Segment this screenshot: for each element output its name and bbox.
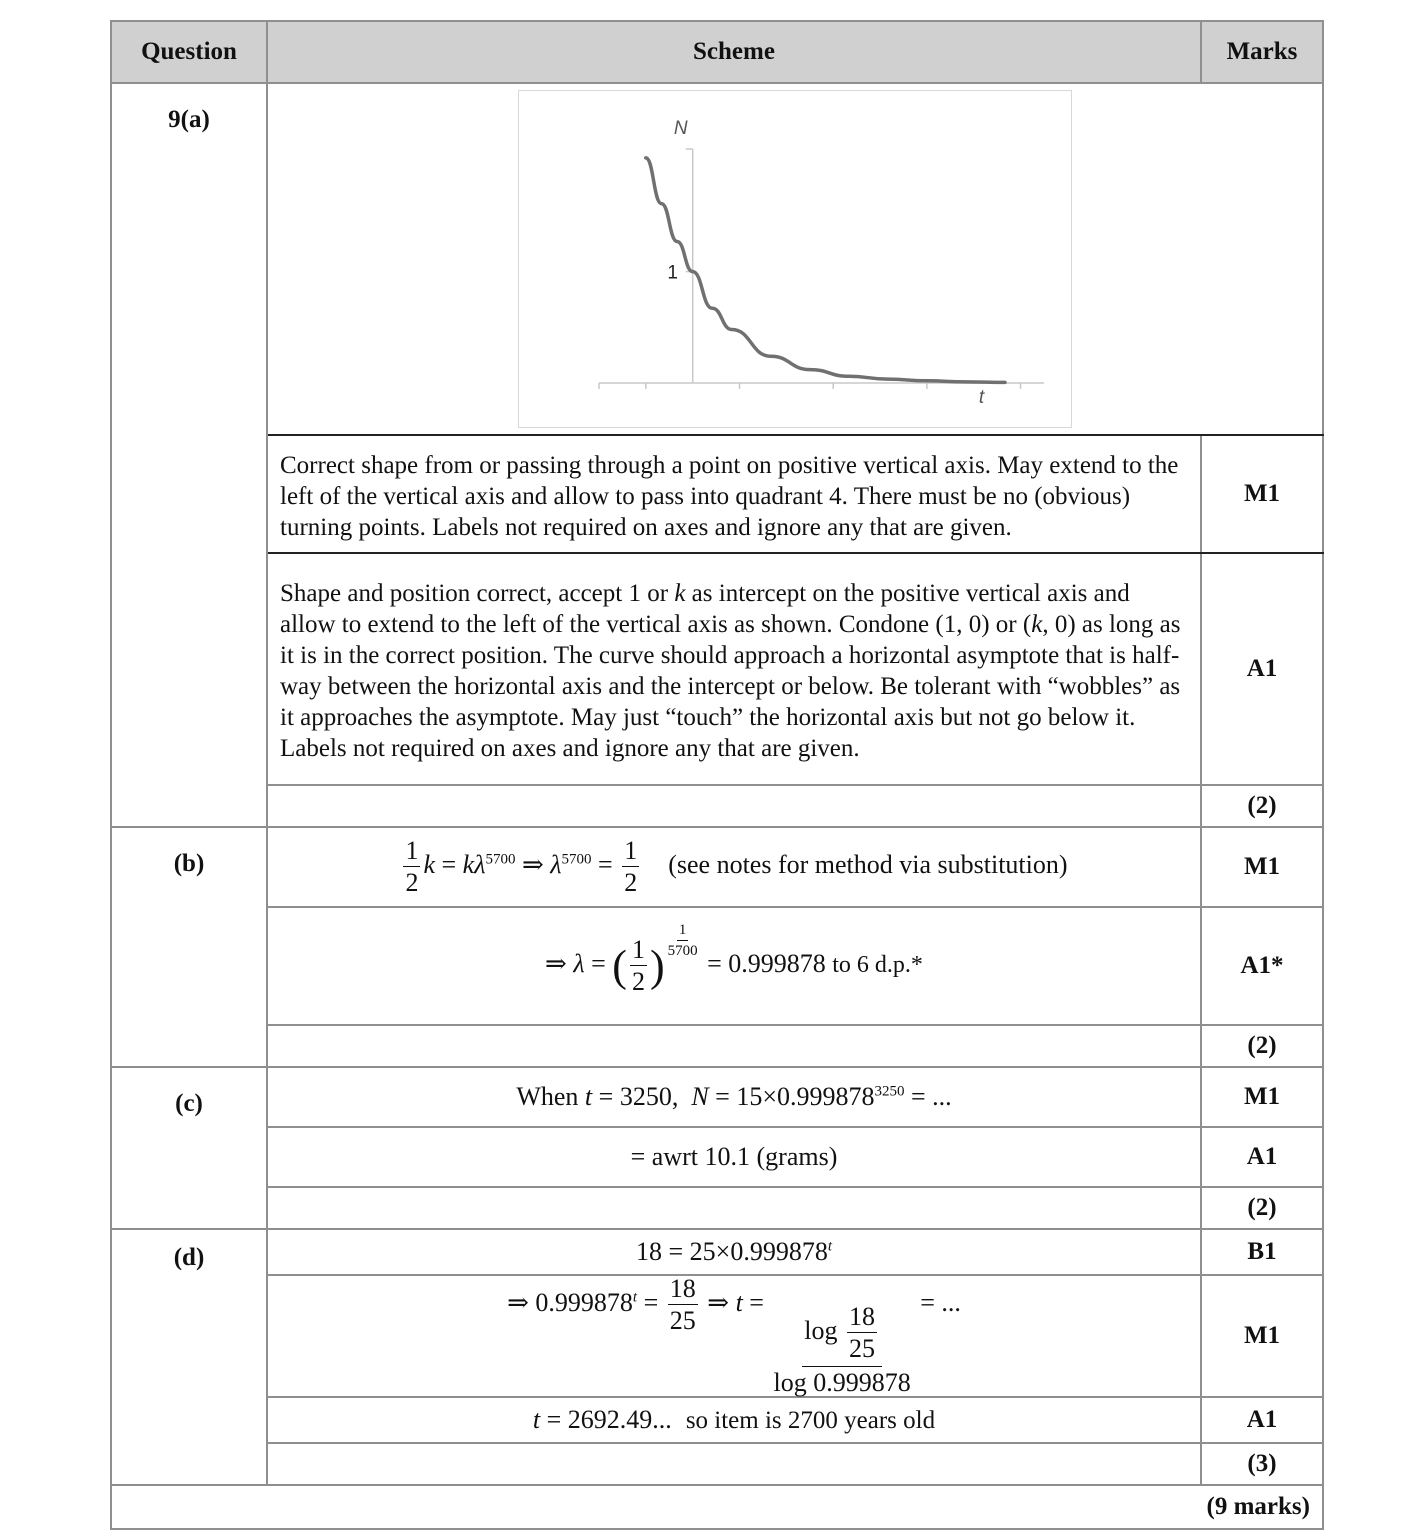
sketch-cell xyxy=(267,83,1323,435)
y-tick-label: 1 xyxy=(667,262,678,284)
equation-9d-a1: t = 2692.49... so item is 2700 years old xyxy=(267,1397,1201,1443)
equation-9c-m1: When t = 3250, $N = 15\times 0.999878^{3250}$ = ... xyxy=(267,1067,1201,1127)
question-label-9b: (b) xyxy=(111,827,267,1067)
y-axis-label: N xyxy=(673,118,688,139)
subtotal-9a: (2) xyxy=(1201,785,1323,827)
empty-cell xyxy=(267,1187,1201,1229)
mark-9c-m1: M1 xyxy=(1201,1067,1323,1127)
subtotal-9b: (2) xyxy=(1201,1025,1323,1067)
empty-cell xyxy=(267,1443,1201,1485)
equation-9b-a1: ⇒ λ = ( $\frac{1}{2}$ ) $\frac{1}{5700}$ = 0.999878 to 6 d.p.* xyxy=(267,907,1201,1025)
subtotal-9c: (2) xyxy=(1201,1187,1323,1229)
mark-9b-a1: A1* xyxy=(1201,907,1323,1025)
header-question: Question xyxy=(111,21,267,83)
equation-9c-a1: = awrt 10.1 (grams) xyxy=(267,1127,1201,1187)
equation-9b-m1: $\frac{1}{2}$ $k = k\lambda^{5700}$ ⇒ $\lambda^{5700}$ = $\frac{1}{2}$ (see notes for method via substitution) xyxy=(267,827,1201,907)
note-9a-m1: Correct shape from or passing through a point on positive vertical axis. May extend to the left of the vertical axis and allow to pass into quadrant 4. There must be no (obvious) turning points. Labels not required on axes and ignore any that are given. xyxy=(267,435,1201,553)
mark-9d-a1: A1 xyxy=(1201,1397,1323,1443)
question-label-9c: (c) xyxy=(111,1067,267,1229)
empty-cell xyxy=(267,1025,1201,1067)
x-axis-label: t xyxy=(978,387,985,408)
header-marks: Marks xyxy=(1201,21,1323,83)
equation-9d-m1: ⇒ $0.999878^t$ = $\frac{18}{25}$ ⇒ t = log $\frac{18}{25}$ log 0.999878 = ... xyxy=(267,1275,1201,1397)
header-scheme: Scheme xyxy=(267,21,1201,83)
mark-9a-m1: M1 xyxy=(1201,435,1323,553)
question-label-9a: 9(a) xyxy=(111,83,267,827)
subtotal-9d: (3) xyxy=(1201,1443,1323,1485)
mark-9b-m1: M1 xyxy=(1201,827,1323,907)
question-total: (9 marks) xyxy=(111,1485,1323,1529)
mark-9d-b1: B1 xyxy=(1201,1229,1323,1275)
question-label-9d: (d) xyxy=(111,1229,267,1485)
empty-cell xyxy=(267,785,1201,827)
decay-curve-chart xyxy=(519,91,1071,427)
mark-9c-a1: A1 xyxy=(1201,1127,1323,1187)
mark-9a-a1: A1 xyxy=(1201,553,1323,785)
mark-9d-m1: M1 xyxy=(1201,1275,1323,1397)
note-9a-a1: Shape and position correct, accept 1 or k as intercept on the positive vertical axis and allow to extend to the left of the vertical axis as shown. Condone (1, 0) or (k, 0) as long as it is in the correct position. The curve should approach a horizontal asymptote that is half-way between the horizontal axis and the intercept or below. Be tolerant with “wobbles” as it approaches the asymptote. May just “touch” the horizontal axis but not go below it. Labels not required on axes and ignore any that are given. xyxy=(267,553,1201,785)
decay-curve-line xyxy=(646,158,1005,383)
equation-9d-b1: $18 = 25\times 0.999878^t$ xyxy=(267,1229,1201,1275)
sketch-graph xyxy=(518,90,1072,428)
mark-scheme-table xyxy=(110,20,1324,1530)
